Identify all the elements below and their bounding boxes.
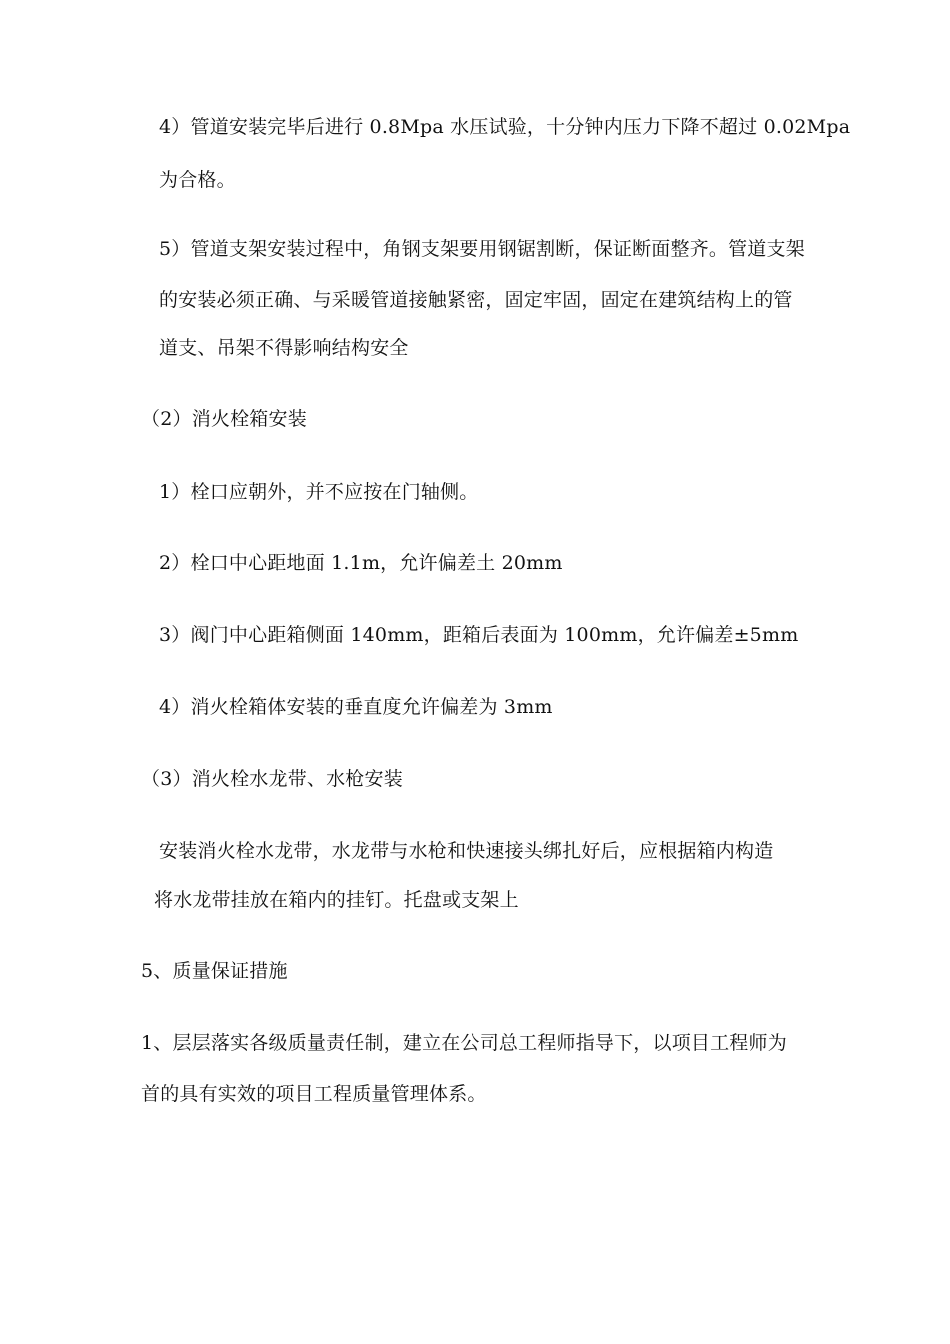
text-line: 将水龙带挂放在箱内的挂钉。托盘或支架上: [154, 889, 519, 911]
text-line: 3）阀门中心距箱侧面 140mm，距箱后表面为 100mm，允许偏差±5mm: [159, 624, 799, 646]
text-line: 安装消火栓水龙带，水龙带与水枪和快速接头绑扎好后，应根据箱内构造: [159, 840, 774, 862]
text-line: 5）管道支架安装过程中，角钢支架要用钢锯割断，保证断面整齐。管道支架: [159, 238, 805, 260]
section-heading: （2）消火栓箱安装: [141, 408, 307, 430]
text-line: 1、层层落实各级质量责任制，建立在公司总工程师指导下，以项目工程师为: [141, 1032, 787, 1054]
text-line: 的安装必须正确、与采暖管道接触紧密，固定牢固，固定在建筑结构上的管: [159, 289, 793, 311]
text-line: 道支、吊架不得影响结构安全: [159, 337, 409, 359]
text-line: 4）管道安装完毕后进行 0.8Mpa 水压试验，十分钟内压力下降不超过 0.02Mpa: [159, 116, 851, 138]
text-line: 1）栓口应朝外，并不应按在门轴侧。: [159, 481, 479, 503]
text-line: 4）消火栓箱体安装的垂直度允许偏差为 3mm: [159, 696, 553, 718]
section-heading: 5、质量保证措施: [141, 960, 288, 982]
text-line: 为合格。: [159, 169, 236, 191]
section-heading: （3）消火栓水龙带、水枪安装: [141, 768, 403, 790]
text-line: 2）栓口中心距地面 1.1m，允许偏差土 20mm: [159, 552, 563, 574]
text-line: 首的具有实效的项目工程质量管理体系。: [141, 1083, 487, 1105]
